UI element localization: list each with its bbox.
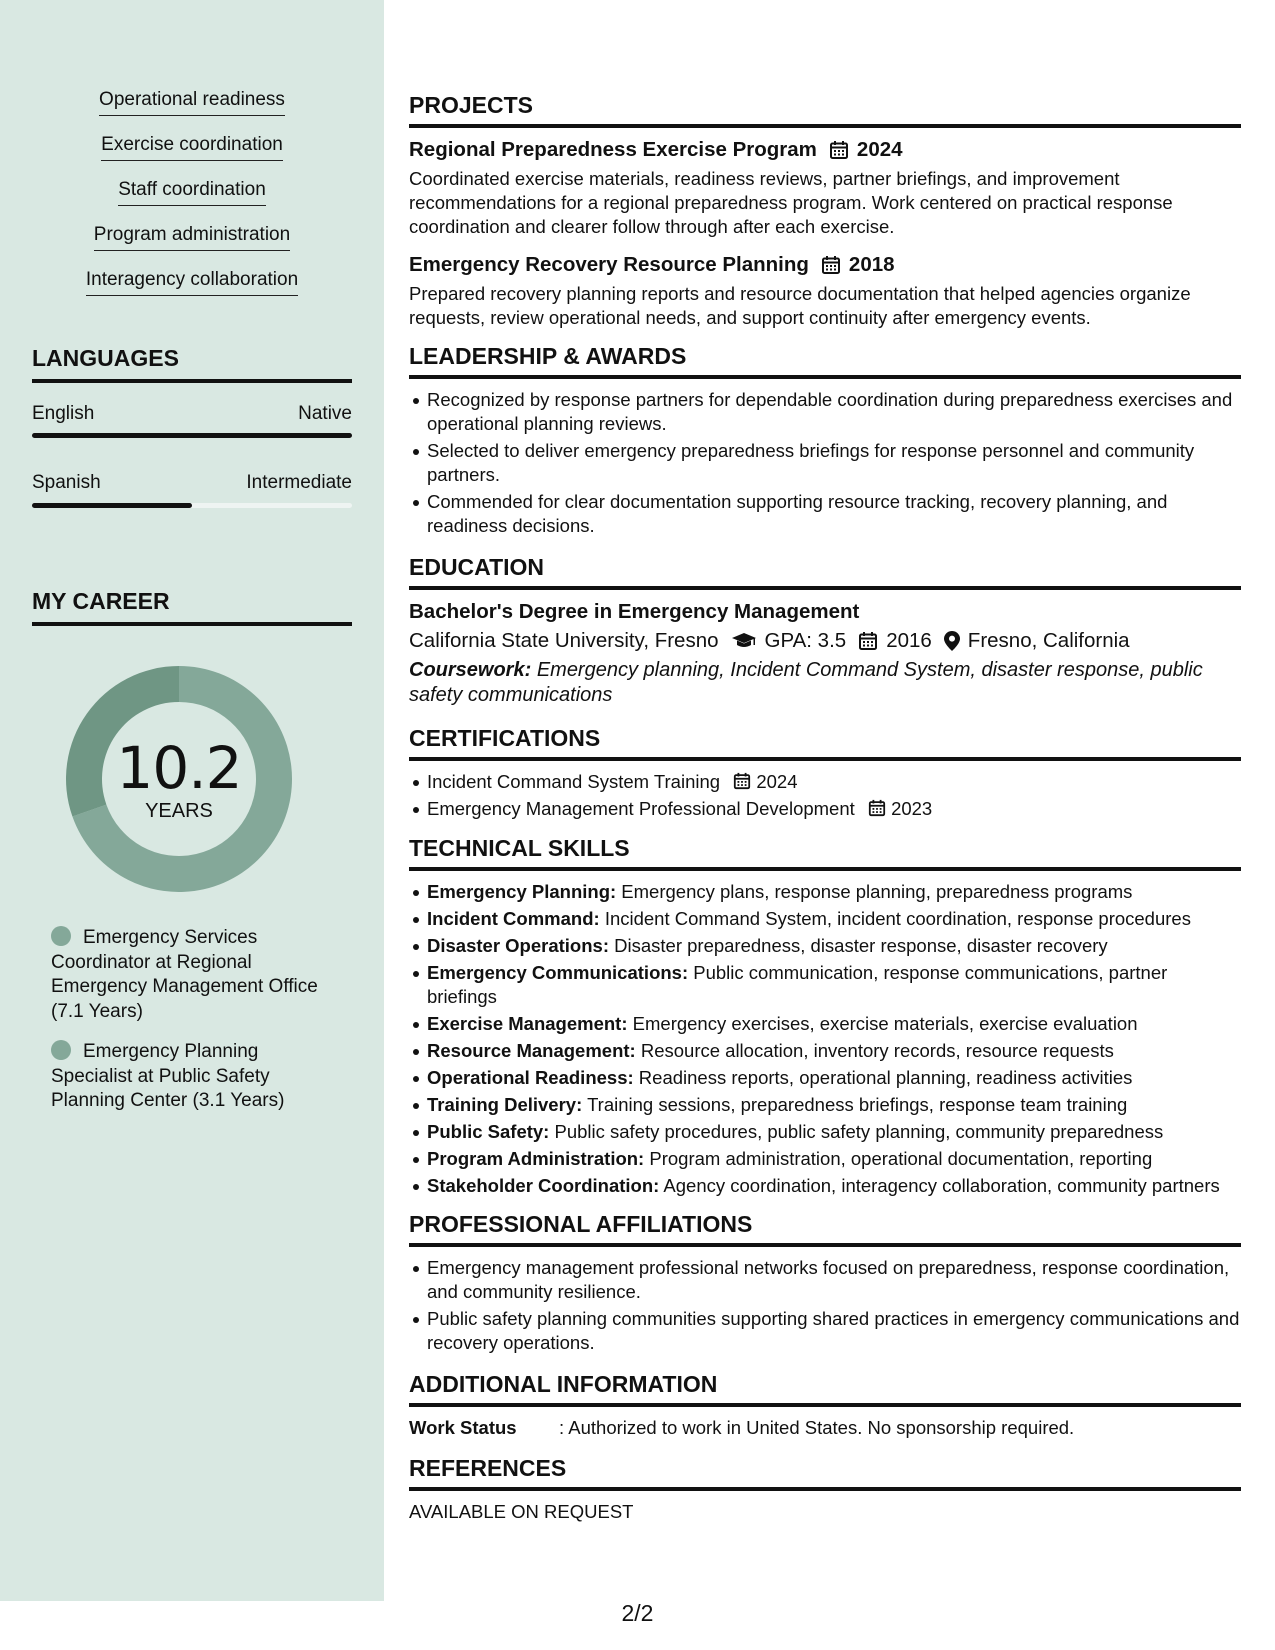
leadership-heading: LEADERSHIP & AWARDS	[409, 343, 1241, 379]
calendar-icon	[868, 799, 886, 817]
education-heading: EDUCATION	[409, 554, 1241, 590]
list-item: Incident Command: Incident Command System, incident coordination, response procedures	[427, 907, 1241, 931]
list-item: Selected to deliver emergency preparedness briefings for response personnel and community partners.	[427, 439, 1241, 487]
list-item: Resource Management: Resource allocation, inventory records, resource requests	[427, 1039, 1241, 1063]
projects-section	[409, 92, 1241, 330]
calendar-icon	[829, 140, 849, 160]
coursework-text: Emergency planning, Incident Command System, disaster response, public safety communications	[409, 659, 1203, 706]
list-item: Stakeholder Coordination: Agency coordination, interagency collaboration, community partners	[427, 1174, 1241, 1198]
certification-name: Emergency Management Professional Development	[427, 798, 855, 819]
career-heading: MY CAREER	[32, 588, 352, 626]
languages-heading: LANGUAGES	[32, 345, 352, 383]
list-item: Training Delivery: Training sessions, preparedness briefings, response team training	[427, 1093, 1241, 1117]
list-item	[427, 797, 1241, 821]
coursework-label: Coursework:	[409, 659, 532, 681]
list-item: Public Safety: Public safety procedures, public safety planning, community preparedness	[427, 1120, 1241, 1144]
career-dot-icon	[51, 926, 71, 946]
language-bar-fill	[32, 503, 192, 508]
references-heading: REFERENCES	[409, 1455, 1241, 1491]
list-item: Program Administration: Program administration, operational documentation, reporting	[427, 1147, 1241, 1171]
certification-date: 2023	[891, 798, 933, 819]
career-total-unit: YEARS	[145, 800, 213, 822]
graduation-cap-icon	[731, 631, 757, 651]
graduation-year: 2016	[886, 629, 932, 652]
list-item: Public safety planning communities supporting shared practices in emergency communications and recovery operations.	[427, 1308, 1240, 1353]
technical-skills-heading: TECHNICAL SKILLS	[409, 835, 1241, 871]
work-status-value: : Authorized to work in United States. No sponsorship required.	[559, 1417, 1075, 1438]
affiliations-section	[409, 1211, 1241, 1355]
career-item: Emergency Services Coordinator at Regional Emergency Management Office (7.1 Years)	[51, 927, 318, 1022]
project-date: 2024	[856, 138, 903, 161]
sidebar	[0, 0, 384, 1601]
language-name: English	[32, 403, 95, 424]
language-bar-spanish	[32, 503, 352, 508]
technical-skills-list	[409, 880, 1241, 1198]
certifications-heading: CERTIFICATIONS	[409, 725, 1241, 761]
language-name: Spanish	[32, 472, 101, 493]
gpa: GPA: 3.5	[764, 629, 847, 652]
career-total-value: 10.2	[116, 734, 242, 802]
certification-name: Incident Command System Training	[427, 771, 721, 792]
project-title-row	[409, 137, 1241, 163]
education-location: Fresno, California	[967, 629, 1130, 652]
affiliations-heading: PROFESSIONAL AFFILIATIONS	[409, 1211, 1241, 1247]
education-meta	[409, 627, 1241, 655]
list-item: Exercise Management: Emergency exercises, exercise materials, exercise evaluation	[427, 1012, 1241, 1036]
certifications-list	[409, 770, 1241, 821]
list-item: Emergency Planning: Emergency plans, response planning, preparedness programs	[427, 880, 1241, 904]
leadership-section	[409, 343, 1241, 538]
list-item: Commended for clear documentation supporting resource tracking, recovery planning, and readiness decisions.	[427, 490, 1241, 538]
list-item: Emergency management professional networks focused on preparedness, response coordination, and community resilience.	[427, 1256, 1241, 1304]
additional-info-heading: ADDITIONAL INFORMATION	[409, 1371, 1241, 1407]
skill-tag: Operational readiness	[0, 88, 384, 133]
skill-tag: Staff coordination	[0, 178, 384, 223]
language-level: Native	[298, 403, 352, 424]
language-bar-fill	[32, 433, 352, 438]
career-dot-icon	[51, 1040, 71, 1060]
certifications-section	[409, 725, 1241, 821]
main-content	[409, 92, 1241, 1524]
list-item	[427, 770, 1241, 794]
location-pin-icon	[944, 631, 960, 651]
project-date: 2018	[848, 253, 895, 276]
work-status-label: Work Status	[409, 1417, 517, 1438]
education-section	[409, 554, 1241, 708]
references-text: AVAILABLE ON REQUEST	[409, 1501, 634, 1522]
career-total	[66, 734, 292, 824]
project-description: Prepared recovery planning reports and resource documentation that helped agencies organize requests, review operational needs, and support continuity after emergency events.	[409, 283, 1191, 328]
work-status-row	[409, 1416, 1241, 1440]
skill-tag: Program administration	[0, 223, 384, 268]
calendar-icon	[821, 255, 841, 275]
project-title-row	[409, 252, 1241, 278]
list-item: Operational Readiness: Readiness reports, operational planning, readiness activities	[427, 1066, 1241, 1090]
list-item: Disaster Operations: Disaster preparedness, disaster response, disaster recovery	[427, 934, 1241, 958]
page-number: 2/2	[621, 1600, 654, 1626]
affiliations-list	[409, 1256, 1241, 1355]
language-level: Intermediate	[246, 472, 352, 493]
calendar-icon	[858, 631, 878, 651]
language-row-spanish	[32, 472, 352, 494]
language-bar-english	[32, 433, 352, 438]
skill-tag: Exercise coordination	[0, 133, 384, 178]
references-section	[409, 1455, 1241, 1524]
project-description: Coordinated exercise materials, readiness reviews, partner briefings, and improvement recommendations for a regional preparedness program. Work centered on practical response coordination and clearer follow through after each exercise.	[409, 168, 1173, 237]
list-item: Emergency Communications: Public communication, response communications, partner briefings	[427, 961, 1241, 1009]
project-title: Emergency Recovery Resource Planning	[409, 253, 809, 276]
coursework	[409, 658, 1241, 708]
project-title: Regional Preparedness Exercise Program	[409, 138, 817, 161]
skill-tag: Interagency collaboration	[0, 268, 384, 313]
additional-info-section	[409, 1371, 1241, 1440]
list-item: Recognized by response partners for dependable coordination during preparedness exercises and operational planning reviews.	[427, 388, 1241, 436]
language-row-english	[32, 403, 352, 425]
calendar-icon	[733, 772, 751, 790]
career-item: Emergency Planning Specialist at Public Safety Planning Center (3.1 Years)	[51, 1041, 285, 1111]
certification-date: 2024	[756, 771, 798, 792]
leadership-list	[409, 388, 1241, 538]
technical-skills-section	[409, 835, 1241, 1198]
school-name: California State University, Fresno	[409, 629, 719, 652]
degree-title: Bachelor's Degree in Emergency Management	[409, 600, 860, 623]
skill-tag-list	[0, 88, 384, 313]
projects-heading: PROJECTS	[409, 92, 1241, 128]
